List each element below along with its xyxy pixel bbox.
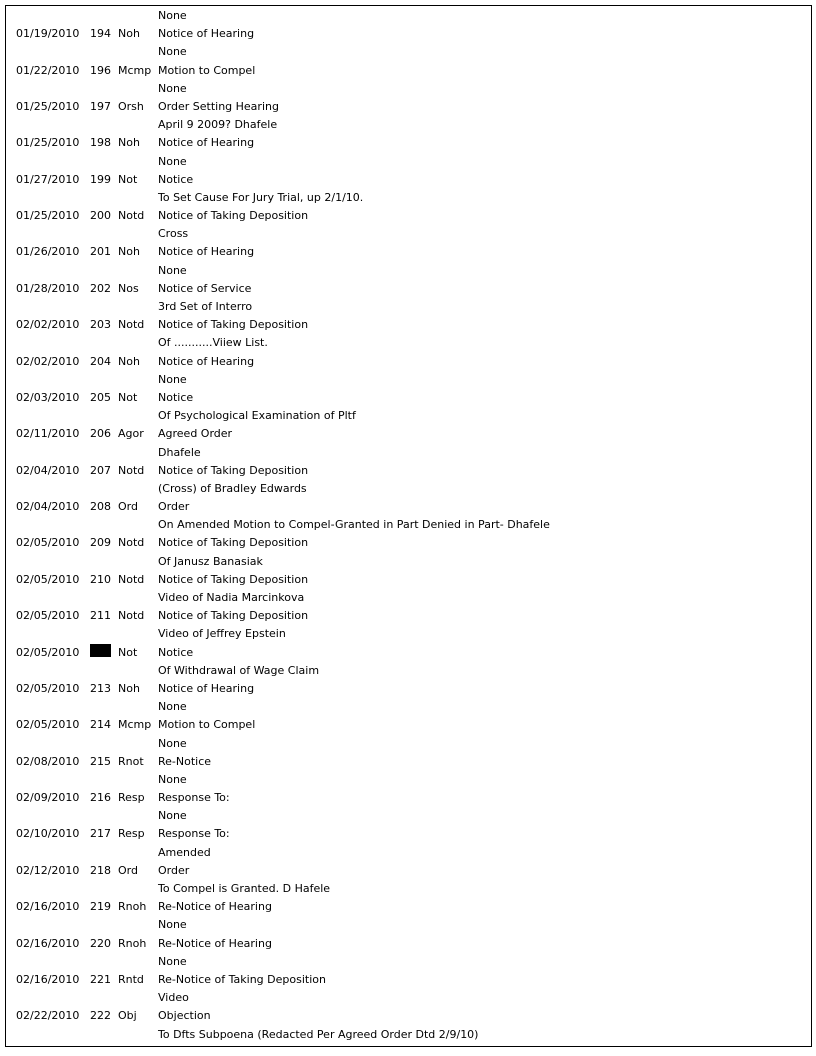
entry-detail: To Set Cause For Jury Trial, up 2/1/10. bbox=[158, 190, 364, 204]
entry-code: Agor bbox=[118, 427, 144, 441]
entry-detail: Video of Nadia Marcinkova bbox=[158, 591, 305, 604]
entry-detail: None bbox=[158, 736, 187, 750]
entry-date: 01/22/2010 bbox=[16, 63, 80, 77]
entry-detail: None bbox=[158, 772, 187, 786]
entry-code: Notd bbox=[118, 572, 145, 586]
entry-detail: To Dfts Subpoena (Redacted Per Agreed Order Dtd 2/9/10) bbox=[158, 1027, 479, 1041]
entry-number: 205 bbox=[90, 390, 111, 404]
entry-number: 219 bbox=[90, 900, 111, 914]
entry-code: Notd bbox=[118, 536, 145, 550]
entry-detail-line bbox=[16, 80, 796, 98]
docket-entry bbox=[16, 207, 796, 225]
entry-number: 213 bbox=[90, 681, 111, 695]
entry-description: Notice of Taking Deposition bbox=[158, 572, 309, 586]
entry-code: Noh bbox=[118, 681, 140, 695]
entry-detail-line bbox=[16, 43, 796, 61]
entry-number: 221 bbox=[90, 972, 111, 986]
entry-detail: None bbox=[158, 154, 187, 168]
docket-entry bbox=[16, 25, 796, 43]
entry-code: Noh bbox=[118, 27, 140, 41]
entry-detail-line bbox=[16, 153, 796, 171]
docket-entry bbox=[16, 462, 796, 480]
docket-entry bbox=[16, 425, 796, 443]
entry-description: Agreed Order bbox=[158, 427, 233, 441]
entry-number: 218 bbox=[90, 863, 111, 877]
entry-date: 01/25/2010 bbox=[16, 209, 80, 223]
entry-detail: None bbox=[158, 809, 187, 823]
entry-code: Noh bbox=[118, 245, 140, 259]
docket-entry bbox=[16, 134, 796, 152]
docket-entry bbox=[16, 534, 796, 552]
entry-description: Notice of Hearing bbox=[158, 245, 255, 259]
docket-entry bbox=[16, 171, 796, 189]
entry-number: 197 bbox=[90, 99, 111, 113]
entry-detail: None bbox=[158, 918, 187, 932]
entry-description: Order bbox=[158, 863, 190, 877]
entry-detail-line bbox=[16, 480, 796, 498]
entry-date: 01/19/2010 bbox=[16, 27, 80, 41]
docket-entry bbox=[16, 62, 796, 80]
entry-description: Notice of Taking Deposition bbox=[158, 609, 309, 623]
entry-code: Resp bbox=[118, 791, 145, 805]
entry-description: Notice of Service bbox=[158, 281, 252, 295]
entry-date: 02/05/2010 bbox=[16, 609, 80, 623]
entry-description: Re-Notice bbox=[158, 754, 212, 768]
entry-number: 222 bbox=[90, 1009, 111, 1023]
entry-detail-line bbox=[16, 698, 796, 716]
entry-code: Rnoh bbox=[118, 900, 147, 914]
docket-entry bbox=[16, 825, 796, 843]
docket-entry bbox=[16, 316, 796, 334]
entry-description: Re-Notice of Hearing bbox=[158, 900, 272, 914]
docket-entry bbox=[16, 935, 796, 953]
entry-number: 207 bbox=[90, 463, 111, 477]
entry-detail: To Compel is Granted. D Hafele bbox=[158, 882, 331, 895]
entry-detail-line bbox=[16, 407, 796, 425]
docket-entry bbox=[16, 243, 796, 261]
entry-detail-line bbox=[16, 116, 796, 134]
entry-number: 200 bbox=[90, 209, 111, 223]
docket-entry bbox=[16, 98, 796, 116]
entry-code: Mcmp bbox=[118, 63, 152, 77]
entry-description: Notice bbox=[158, 390, 194, 404]
entry-detail: None bbox=[158, 45, 187, 59]
entry-detail-line bbox=[16, 516, 796, 534]
entry-description: Motion to Compel bbox=[158, 718, 256, 732]
entry-description: Objection bbox=[158, 1009, 211, 1023]
entry-description: Notice of Hearing bbox=[158, 354, 255, 368]
entry-detail: Amended bbox=[158, 845, 211, 859]
entry-detail: Of Psychological Examination of Pltf bbox=[158, 409, 356, 423]
entry-detail-line bbox=[16, 1026, 796, 1044]
entry-number: 217 bbox=[90, 827, 111, 841]
entry-number: 214 bbox=[90, 718, 111, 732]
entry-detail: Dhafele bbox=[158, 445, 201, 459]
entry-detail-line bbox=[16, 298, 796, 316]
entry-description: Notice of Hearing bbox=[158, 27, 255, 41]
entry-number: 209 bbox=[90, 536, 111, 550]
entry-description: Notice bbox=[158, 645, 194, 659]
entry-detail-line bbox=[16, 953, 796, 971]
entry-date: 01/25/2010 bbox=[16, 136, 80, 150]
entry-number: 220 bbox=[90, 936, 111, 950]
entry-date: 02/16/2010 bbox=[16, 936, 80, 950]
entry-date: 01/25/2010 bbox=[16, 99, 80, 113]
entry-number: 211 bbox=[90, 609, 111, 623]
entry-detail-line bbox=[16, 262, 796, 280]
entry-number: 199 bbox=[90, 172, 111, 186]
entry-code: Notd bbox=[118, 209, 145, 223]
entry-description: Order Setting Hearing bbox=[158, 99, 279, 113]
entry-detail-line bbox=[16, 735, 796, 753]
entry-date: 02/16/2010 bbox=[16, 972, 80, 986]
entry-date: 02/02/2010 bbox=[16, 354, 80, 368]
entry-description: Notice of Hearing bbox=[158, 681, 255, 695]
entry-detail: Of ...........Viiew List. bbox=[158, 336, 268, 350]
entry-date: 02/04/2010 bbox=[16, 463, 80, 477]
entry-code: Obj bbox=[118, 1009, 137, 1023]
entry-date: 02/16/2010 bbox=[16, 900, 80, 914]
entry-code: Noh bbox=[118, 354, 140, 368]
entry-code: Ord bbox=[118, 500, 138, 514]
entry-date: 02/02/2010 bbox=[16, 318, 80, 332]
docket-entry bbox=[16, 789, 796, 807]
entry-date: 02/05/2010 bbox=[16, 681, 80, 695]
header-detail-line bbox=[16, 7, 796, 25]
entry-date: 02/12/2010 bbox=[16, 863, 80, 877]
entry-description: Order bbox=[158, 500, 190, 514]
entry-detail: (Cross) of Bradley Edwards bbox=[158, 481, 307, 495]
entry-number: 196 bbox=[90, 63, 111, 77]
entry-code: Not bbox=[118, 645, 138, 659]
entry-detail: None bbox=[158, 263, 187, 277]
entry-date: 02/05/2010 bbox=[16, 536, 80, 550]
entry-detail-line bbox=[16, 844, 796, 862]
entry-date: 02/08/2010 bbox=[16, 754, 80, 768]
entry-date: 01/26/2010 bbox=[16, 245, 80, 259]
entry-description: Notice of Taking Deposition bbox=[158, 318, 309, 332]
entry-detail-line bbox=[16, 553, 796, 571]
entry-detail: 3rd Set of Interro bbox=[158, 300, 253, 313]
entry-detail: Video bbox=[158, 991, 189, 1005]
entry-code: Ord bbox=[118, 863, 138, 877]
entry-date: 02/05/2010 bbox=[16, 718, 80, 732]
entry-detail-line bbox=[16, 334, 796, 352]
entry-code: Not bbox=[118, 390, 138, 404]
docket-list bbox=[16, 7, 796, 1044]
docket-entry bbox=[16, 644, 796, 662]
entry-code: Orsh bbox=[118, 99, 144, 113]
docket-entry bbox=[16, 753, 796, 771]
entry-number: 203 bbox=[90, 318, 111, 332]
entry-description: Notice of Hearing bbox=[158, 136, 255, 150]
entry-number: 201 bbox=[90, 245, 111, 259]
entry-number: 206 bbox=[90, 427, 111, 441]
docket-entry bbox=[16, 716, 796, 734]
entry-number: 194 bbox=[90, 27, 111, 41]
entry-description: Re-Notice of Taking Deposition bbox=[158, 972, 326, 986]
entry-code: Notd bbox=[118, 463, 145, 477]
entry-code: Rnot bbox=[118, 754, 144, 768]
entry-number: 202 bbox=[90, 281, 111, 295]
entry-date: 01/28/2010 bbox=[16, 281, 80, 295]
entry-date: 02/11/2010 bbox=[16, 427, 80, 441]
entry-detail-line bbox=[16, 807, 796, 825]
entry-detail: Video of Jeffrey Epstein bbox=[158, 627, 286, 641]
entry-number: 215 bbox=[90, 754, 111, 768]
entry-detail: None bbox=[158, 81, 187, 95]
entry-description: Response To: bbox=[158, 827, 230, 841]
entry-date: 02/10/2010 bbox=[16, 827, 80, 841]
docket-entry bbox=[16, 353, 796, 371]
entry-number: 208 bbox=[90, 500, 111, 514]
entry-description: Notice of Taking Deposition bbox=[158, 463, 309, 477]
entry-code: Rntd bbox=[118, 972, 144, 986]
entry-detail: Of Janusz Banasiak bbox=[158, 554, 263, 568]
entry-description: Motion to Compel bbox=[158, 63, 256, 77]
entry-detail: None bbox=[158, 372, 187, 386]
entry-number: 204 bbox=[90, 354, 111, 368]
entry-detail-line bbox=[16, 444, 796, 462]
entry-detail-line bbox=[16, 225, 796, 243]
entry-code: Rnoh bbox=[118, 936, 147, 950]
entry-detail-line bbox=[16, 662, 796, 680]
entry-detail-line bbox=[16, 589, 796, 607]
entry-number: 210 bbox=[90, 572, 111, 586]
docket-entry bbox=[16, 607, 796, 625]
entry-detail: April 9 2009? Dhafele bbox=[158, 118, 278, 132]
entry-description: Notice of Taking Deposition bbox=[158, 536, 309, 550]
entry-date: 02/22/2010 bbox=[16, 1009, 80, 1023]
entry-code: Nos bbox=[118, 281, 139, 295]
entry-code: Notd bbox=[118, 609, 145, 623]
docket-entry bbox=[16, 571, 796, 589]
entry-detail: None bbox=[158, 9, 187, 22]
docket-entry bbox=[16, 280, 796, 298]
docket-entry bbox=[16, 862, 796, 880]
docket-entry bbox=[16, 971, 796, 989]
entry-code: Resp bbox=[118, 827, 145, 841]
entry-detail-line bbox=[16, 625, 796, 643]
entry-detail-line bbox=[16, 771, 796, 789]
entry-date: 01/27/2010 bbox=[16, 172, 80, 186]
entry-code: Notd bbox=[118, 318, 145, 332]
entry-code: Not bbox=[118, 172, 138, 186]
docket-entry bbox=[16, 680, 796, 698]
entry-date: 02/03/2010 bbox=[16, 390, 80, 404]
entry-date: 02/04/2010 bbox=[16, 500, 80, 514]
entry-detail: None bbox=[158, 954, 187, 968]
entry-detail: On Amended Motion to Compel-Granted in Part Denied in Part- Dhafele bbox=[158, 518, 550, 532]
entry-detail-line bbox=[16, 989, 796, 1007]
entry-code: Noh bbox=[118, 136, 140, 150]
entry-date: 02/05/2010 bbox=[16, 645, 80, 659]
entry-number: 216 bbox=[90, 791, 111, 805]
entry-detail: None bbox=[158, 700, 187, 714]
entry-detail-line bbox=[16, 916, 796, 934]
entry-description: Notice of Taking Deposition bbox=[158, 209, 309, 223]
entry-detail: Cross bbox=[158, 227, 189, 241]
entry-detail: Of Withdrawal of Wage Claim bbox=[158, 663, 320, 677]
docket-entry bbox=[16, 498, 796, 516]
redaction-box bbox=[90, 644, 111, 657]
docket-entry bbox=[16, 389, 796, 407]
entry-description: Re-Notice of Hearing bbox=[158, 936, 272, 950]
entry-date: 02/09/2010 bbox=[16, 791, 80, 805]
entry-date: 02/05/2010 bbox=[16, 572, 80, 586]
entry-description: Notice bbox=[158, 172, 194, 186]
entry-code: Mcmp bbox=[118, 718, 152, 732]
entry-detail-line bbox=[16, 371, 796, 389]
entry-detail-line bbox=[16, 189, 796, 207]
docket-entry bbox=[16, 1007, 796, 1025]
entry-number: 198 bbox=[90, 136, 111, 150]
entry-detail-line bbox=[16, 880, 796, 898]
entry-description: Response To: bbox=[158, 791, 230, 805]
docket-entry bbox=[16, 898, 796, 916]
